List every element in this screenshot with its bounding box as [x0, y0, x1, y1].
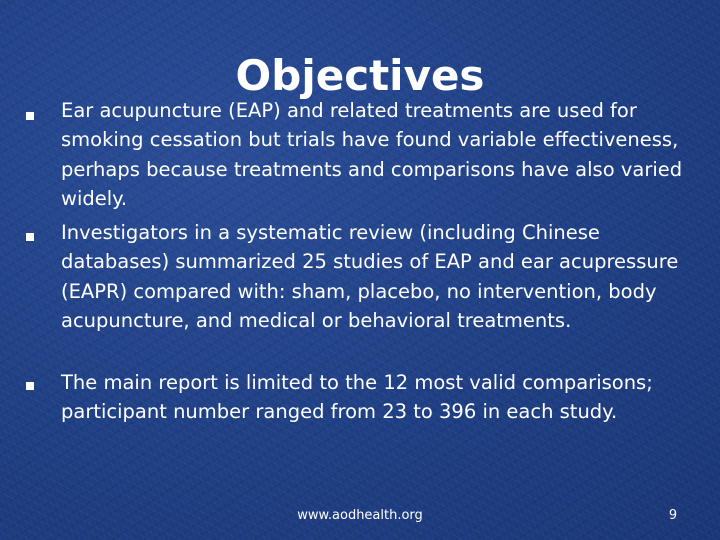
page-number: 9 [668, 508, 678, 523]
footer-url: www.aodhealth.org [297, 508, 423, 523]
square-bullet-icon [26, 112, 34, 120]
bullet-text: Ear acupuncture (EAP) and related treatments are used for smoking cessation but trials have found variable effectiveness, perhaps because treatments and comparisons have also varied widely. [61, 99, 683, 211]
bullet-text: Investigators in a systematic review (including Chinese databases) summarized 25 studies of EAP and ear acupressure (EAPR) compared with: sham, placebo, no intervention, body acupuncture, and medical or behavioral treatments. [61, 221, 679, 333]
bullet-text: The main report is limited to the 12 most valid comparisons; participant number ranged from 23 to 396 in each study. [61, 371, 653, 424]
square-bullet-icon [26, 233, 34, 241]
square-bullet-icon [26, 382, 34, 390]
slide-title: Objectives [235, 51, 485, 101]
